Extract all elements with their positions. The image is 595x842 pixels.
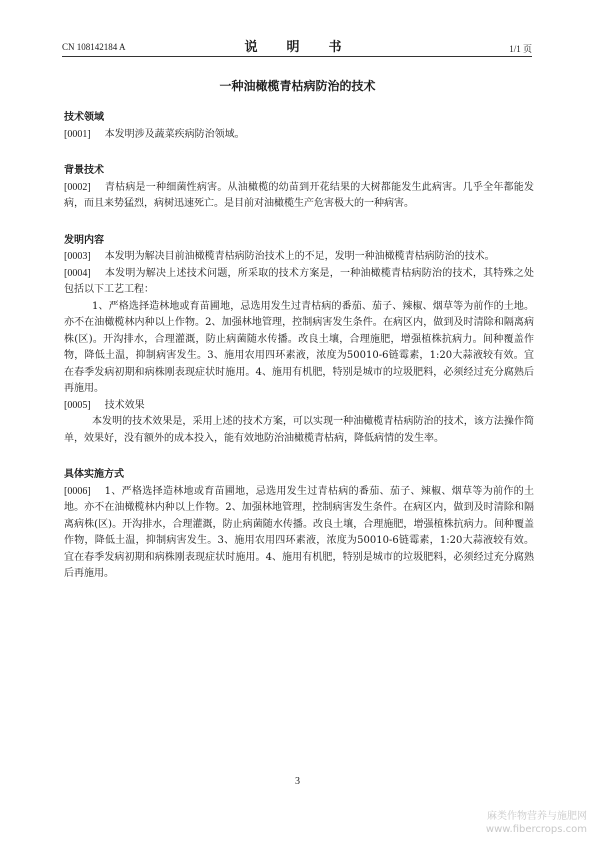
paragraph-text: 青枯病是一种细菌性病害。从油橄榄的幼苗到开花结果的大树都能发生此病害。几乎全年都能发病，而且来势猛烈，病树迅速死亡。是目前对油橄榄生产危害极大的一种病害。 bbox=[64, 181, 534, 209]
section-heading-background: 背景技术 bbox=[64, 165, 104, 176]
paragraph-number: [0005] bbox=[64, 399, 91, 411]
paragraph-number: [0004] bbox=[64, 267, 91, 279]
paragraph-number: [0003] bbox=[64, 251, 91, 262]
page-number: 3 bbox=[295, 776, 300, 787]
page-header bbox=[62, 36, 532, 54]
paragraph-0004 bbox=[64, 266, 534, 299]
paragraph-text: 本发明为解决上述技术问题，所采取的技术方案是，一种油橄榄青枯病防治的技术，其特殊之处包括以下工艺工程： bbox=[64, 267, 534, 295]
page-indicator: 1/1 页 bbox=[509, 44, 532, 54]
header-title: 说 明 书 bbox=[244, 40, 350, 55]
paragraph-number: [0001] bbox=[64, 128, 91, 140]
watermark-line-1: 麻类作物营养与施肥网 bbox=[487, 811, 587, 822]
paragraph-0005-text: 本发明的技术效果是，采用上述的技术方案，可以实现一种油橄榄青枯病防治的技术，该方法操作简单，效果好，没有额外的成本投入，能有效地防治油橄榄青枯病，降低病情的发生率。 bbox=[64, 416, 534, 444]
paragraph-text: 本发明涉及蔬菜疾病防治领域。 bbox=[104, 128, 245, 140]
paragraph-0006 bbox=[64, 484, 534, 583]
section-heading-embodiment: 具体实施方式 bbox=[64, 469, 124, 480]
paragraph-text: 1、严格选择造林地或育苗圃地，忌选用发生过青枯病的番茄、茄子、辣椒、烟草等为前作的土地。亦不在油橄榄林内种以上作物。2、加强林地管理，控制病害发生条件。在病区内，做到及时清除和隔离病株(区)。开沟排水，合理灌溉，防止病菌随水传播。改良土壤，合理施肥，增强植株抗病力。间种覆盖作物，降低土温，抑制病害发生。3、施用农用四环素液，浓度为50010-6链霉素，1:20大蒜液较有效。宜在春季发病初期和病株刚表现症状时施用。4、施用有机肥，特别是城市的垃圾肥料，必须经过充分腐熟后再施用。 bbox=[64, 485, 534, 579]
watermark bbox=[486, 810, 587, 836]
paragraph-number: [0006] bbox=[64, 485, 91, 497]
document-body bbox=[64, 110, 534, 583]
paragraph-text: 本发明为解决目前油橄榄青枯病防治技术上的不足，发明一种油橄榄青枯病防治的技术。 bbox=[104, 251, 495, 262]
paragraph-label: 技术效果 bbox=[104, 399, 145, 411]
watermark-line-2: www.fibercrops.com bbox=[485, 824, 587, 835]
header-divider bbox=[62, 56, 532, 57]
paragraph-0005 bbox=[64, 398, 534, 415]
paragraph-number: [0002] bbox=[64, 181, 91, 193]
section-heading-summary: 发明内容 bbox=[64, 234, 104, 246]
paragraph-0004-detail: 1、严格选择造林地或育苗圃地，忌选用发生过青枯病的番茄、茄子、辣椒、烟草等为前作的土地。亦不在油橄榄林内种以上作物。2、加强林地管理，控制病害发生条件。在病区内，做到及时清除和隔离病株(区)。开沟排水，合理灌溉，防止病菌随水传播。改良土壤，合理施肥，增强植株抗病力。间种覆盖作物，降低土温，抑制病害发生。3、施用农用四环素液，浓度为50010-6链霉素，1:20大蒜液较有效。宜在春季发病初期和病株刚表现症状时施用。4、施用有机肥，特别是城市的垃圾肥料，必须经过充分腐熟后再施用。 bbox=[64, 300, 534, 394]
publication-number: CN 108142184 A bbox=[62, 42, 126, 52]
paragraph-0003 bbox=[64, 249, 534, 266]
paragraph-0001 bbox=[64, 127, 534, 144]
document-title: 一种油橄榄青枯病防治的技术 bbox=[219, 79, 376, 93]
section-heading-tech-field: 技术领域 bbox=[64, 112, 104, 123]
paragraph-0002 bbox=[64, 180, 534, 213]
